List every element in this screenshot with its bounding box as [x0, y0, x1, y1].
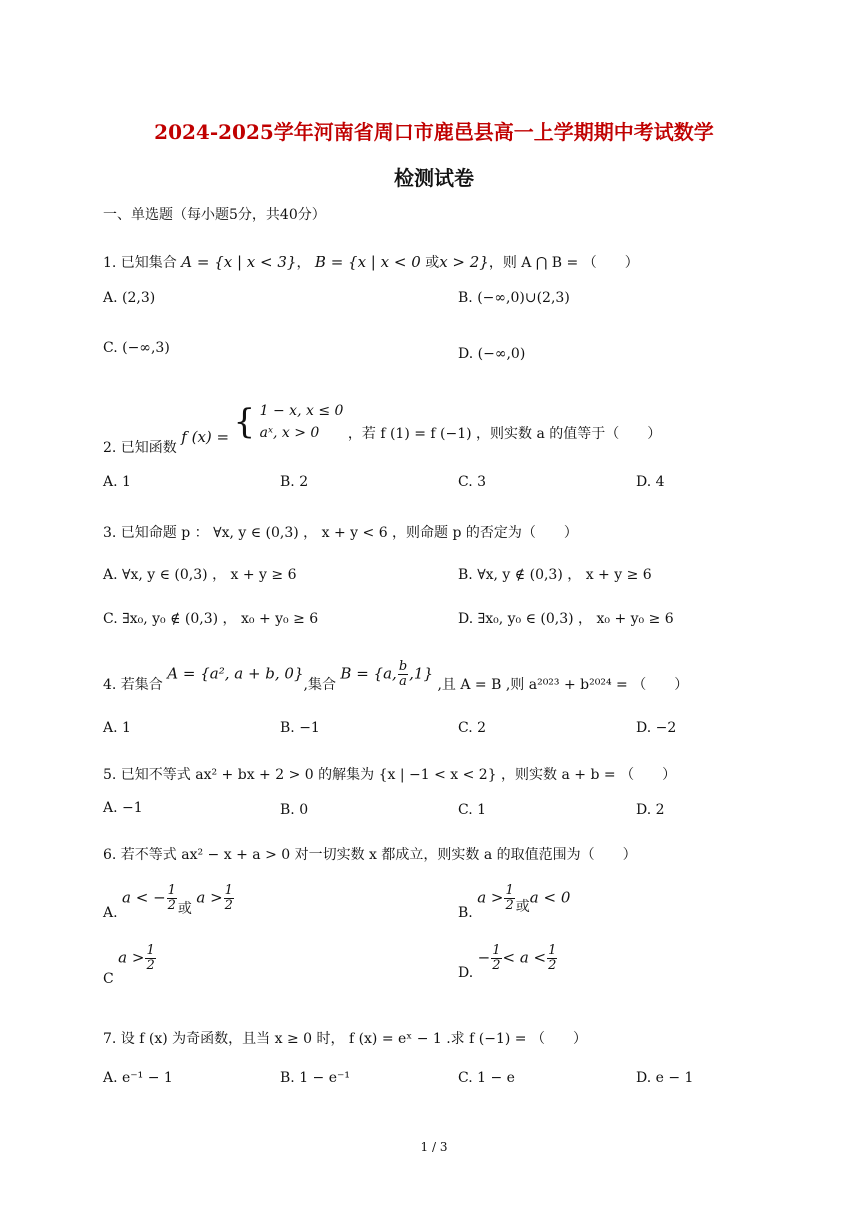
frac-den: 2 [146, 958, 155, 973]
question-1-stem [103, 252, 639, 272]
question-6-option-b-part1: a > [477, 888, 504, 907]
question-5-option-a: A. −1 [103, 800, 143, 816]
question-7-option-c: C. 1 − e [458, 1070, 515, 1086]
question-2-tail: ，若 f (1) = f (−1) ，则实数 a 的值等于（ ） [347, 426, 662, 442]
frac-den: 2 [548, 958, 557, 973]
question-7-stem: 7. 设 f (x) 为奇函数，且当 x ≥ 0 时， f (x) = eˣ − 1 .求 f (−1) = （ ） [103, 1031, 587, 1047]
question-4-set-b-post: ,1} [409, 664, 433, 683]
question-2-brace: { [233, 402, 256, 442]
frac-den: 2 [224, 898, 233, 913]
question-6-option-d-label: D. [458, 964, 474, 981]
question-7-option-a: A. e⁻¹ − 1 [103, 1070, 173, 1086]
question-1-sep: ， [296, 255, 311, 271]
frac-num: 1 [492, 943, 501, 958]
question-4-stem [103, 659, 689, 693]
question-1-option-b: B. (−∞,0)∪(2,3) [458, 290, 570, 306]
question-6-option-a-part1: a < − [122, 888, 166, 907]
question-2-option-c: C. 3 [458, 474, 487, 490]
question-6-option-d [458, 943, 558, 981]
question-1-set-b: B = {x | x < 0 [314, 253, 421, 271]
question-4-option-b: B. −1 [280, 720, 320, 736]
question-6-option-c [103, 943, 157, 987]
question-5-option-b: B. 0 [280, 802, 309, 818]
question-6-option-b-label: B. [458, 904, 473, 921]
question-6-option-a-or: 或 [177, 900, 192, 917]
question-7-option-d: D. e − 1 [636, 1070, 694, 1086]
question-3-stem: 3. 已知命题 p ： ∀x, y ∈ (0,3) ， x + y < 6 ，则命题 p 的否定为（ ） [103, 525, 578, 541]
frac-num: 1 [548, 943, 557, 958]
section-heading: 一、单选题（每小题5分，共40分） [103, 207, 326, 223]
question-4-mid: ,集合 [303, 676, 336, 693]
question-4-set-a: A = {a², a + b, 0} [167, 664, 304, 683]
question-6-option-b-part2: a < 0 [529, 888, 571, 907]
question-1-or: 或 [425, 255, 440, 271]
frac-num: 1 [224, 883, 233, 898]
question-5-option-d: D. 2 [636, 802, 665, 818]
question-6-option-d-part1: − [477, 948, 491, 967]
question-6-option-a-label: A. [103, 904, 118, 921]
question-2-number: 2. 已知函数 [103, 440, 177, 456]
document-title: 2024-2025学年河南省周口市鹿邑县高一上学期期中考试数学 [154, 120, 714, 144]
question-6-option-c-part1: a > [118, 948, 145, 967]
question-6-option-c-label: C [103, 970, 114, 987]
question-5-stem: 5. 已知不等式 ax² + bx + 2 > 0 的解集为 {x | −1 < x < 2} ，则实数 a + b = （ ） [103, 767, 677, 783]
question-2-stem [103, 400, 662, 456]
question-7-option-b: B. 1 − e⁻¹ [280, 1070, 351, 1086]
question-6-option-a-frac1 [167, 884, 177, 913]
question-6-option-d-mid: < a < [502, 948, 547, 967]
question-6-option-b [458, 883, 571, 921]
question-4-option-c: C. 2 [458, 720, 487, 736]
frac-den: 2 [167, 898, 176, 913]
page-number: 1 / 3 [420, 1140, 448, 1154]
question-6-option-b-or: 或 [515, 898, 530, 915]
question-1-tail: ，则 A ⋂ B = （ ） [488, 255, 639, 271]
question-4-number: 4. 若集合 [103, 676, 163, 693]
question-6-option-a-frac2 [224, 884, 234, 913]
frac-num: 1 [167, 883, 176, 898]
question-5-option-c: C. 1 [458, 802, 487, 818]
question-2-option-a: A. 1 [103, 474, 131, 490]
question-6-option-a-part2: a > [196, 888, 223, 907]
question-4-set-b-pre: B = {a, [340, 664, 397, 683]
question-4-option-d: D. −2 [636, 720, 677, 736]
frac-den: 2 [505, 898, 514, 913]
question-3-option-b: B. ∀x, y ∉ (0,3) ， x + y ≥ 6 [458, 567, 652, 583]
frac-den: 2 [492, 958, 501, 973]
question-1-set-a: A = {x | x < 3} [181, 253, 297, 271]
question-2-option-d: D. 4 [636, 474, 665, 490]
question-1-number: 1. 已知集合 [103, 255, 177, 271]
question-4-tail: ,且 A = B ,则 a²⁰²³ + b²⁰²⁴ = （ ） [437, 676, 689, 693]
question-2-function: f (x) = [181, 428, 230, 446]
question-1-option-a: A. (2,3) [103, 290, 156, 306]
question-1-set-b2: x > 2} [439, 253, 489, 271]
question-2-case-1: 1 − x, x ≤ 0 [259, 403, 344, 419]
question-1-option-d: D. (−∞,0) [458, 346, 526, 362]
question-6-option-a [103, 883, 235, 921]
question-4-fraction-num: b [398, 659, 408, 674]
question-6-stem: 6. 若不等式 ax² − x + a > 0 对一切实数 x 都成立，则实数 a 的取值范围为（ ） [103, 847, 637, 863]
question-6-option-d-frac2 [547, 944, 557, 973]
frac-num: 1 [146, 943, 155, 958]
question-2-cases [260, 400, 344, 444]
question-6-option-b-frac [504, 884, 514, 913]
question-3-option-a: A. ∀x, y ∈ (0,3) ， x + y ≥ 6 [103, 567, 297, 583]
question-3-option-d: D. ∃x₀, y₀ ∈ (0,3) ， x₀ + y₀ ≥ 6 [458, 611, 674, 627]
question-2-case-2: aˣ, x > 0 [259, 425, 320, 441]
question-6-option-d-frac1 [491, 944, 501, 973]
question-4-option-a: A. 1 [103, 720, 131, 736]
question-1-option-c: C. (−∞,3) [103, 340, 170, 356]
frac-num: 1 [505, 883, 514, 898]
question-6-option-c-frac [145, 944, 155, 973]
question-2-option-b: B. 2 [280, 474, 309, 490]
question-4-fraction-den: a [399, 674, 407, 689]
question-4-fraction [398, 660, 408, 689]
document-subtitle: 检测试卷 [394, 166, 474, 190]
question-3-option-c: C. ∃x₀, y₀ ∉ (0,3) ， x₀ + y₀ ≥ 6 [103, 611, 319, 627]
